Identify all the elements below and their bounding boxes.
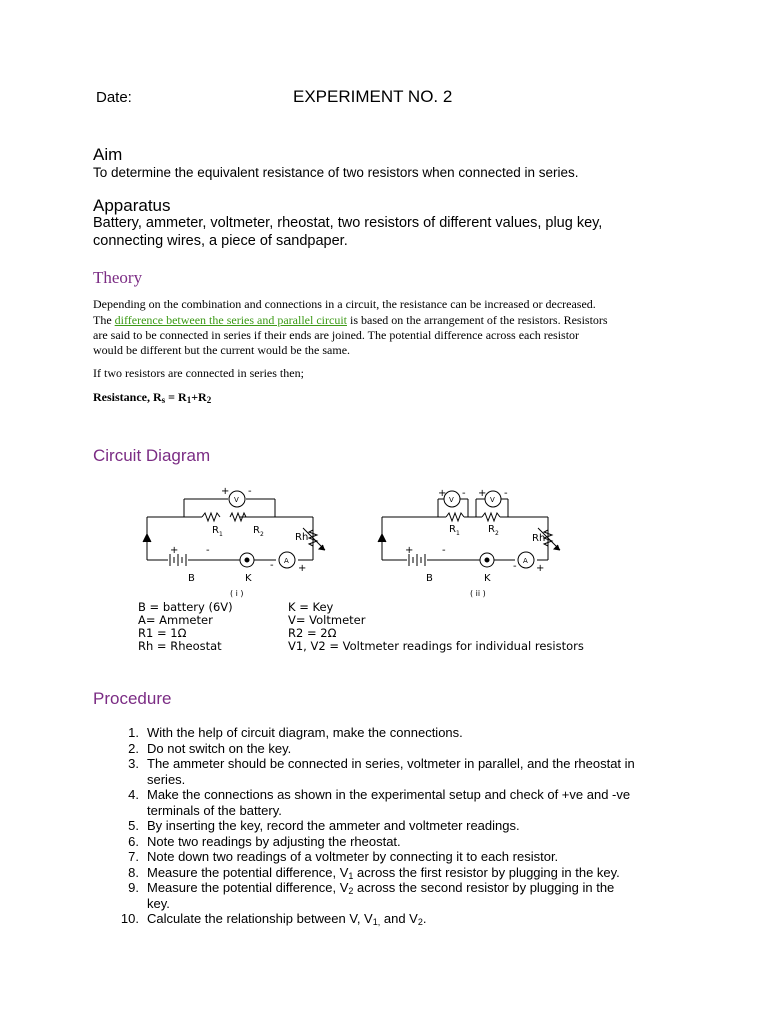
list-item (110, 787, 690, 818)
plus-sign: + (536, 563, 545, 574)
caption-i: ( i ) (230, 589, 244, 598)
step-text (139, 911, 690, 927)
formula-part: Resistance, R (93, 390, 162, 404)
step-sub: 1 (348, 870, 354, 881)
plus-sign: + (298, 563, 307, 574)
apparatus-line-1: Battery, ammeter, voltmeter, rheostat, two resistors of different values, plug key, (93, 215, 603, 231)
minus-sign: - (513, 561, 517, 572)
step-line: Make the connections as shown in the experimental setup and check of +ve and -ve (147, 787, 631, 802)
battery-label: B (426, 573, 433, 584)
minus-sign: - (270, 560, 274, 571)
theory-line-1: Depending on the combination and connections in a circuit, the resistance can be increased or decreased. (93, 297, 596, 311)
legend-r2: R2 = 2Ω (288, 626, 337, 640)
minus-sign: - (248, 486, 252, 497)
formula-part: +R (191, 390, 207, 404)
list-item (110, 725, 690, 741)
step-text: Note down two readings of a voltmeter by connecting it to each resistor. (147, 849, 559, 864)
experiment-title: EXPERIMENT NO. 2 (293, 87, 453, 106)
list-item (110, 741, 690, 757)
list-item (110, 849, 690, 865)
step-line: terminals of the battery. (147, 802, 282, 818)
step-text: Do not switch on the key. (147, 740, 292, 756)
step-part: across the second resistor by plugging in the (353, 880, 615, 895)
legend-v1v2: V1, V2 = Voltmeter readings for individual resistors (288, 639, 584, 653)
rheostat-label: Rh (295, 532, 309, 543)
step-part: and V (380, 911, 418, 926)
step-number: 7. (128, 849, 139, 864)
step-text (139, 756, 690, 787)
step-text: By inserting the key, record the ammeter and voltmeter readings. (147, 818, 520, 833)
key-label: K (484, 573, 491, 584)
formula-part: = R (165, 390, 187, 404)
step-sub: 1, (372, 917, 381, 927)
voltmeter-symbol: V (234, 496, 239, 504)
formula-sub: 2 (206, 395, 212, 405)
step-text (139, 787, 690, 818)
step-number: 4. (128, 787, 139, 802)
legend-battery: B = battery (6V) (138, 600, 233, 614)
list-item (110, 911, 690, 927)
step-number: 8. (128, 864, 139, 880)
minus-sign: - (462, 488, 466, 499)
step-part: Measure the potential difference, V (147, 880, 349, 895)
circuit-ii (378, 491, 560, 568)
minus-sign: - (442, 545, 446, 556)
circuit-diagram (130, 480, 600, 660)
plus-sign: + (405, 545, 414, 556)
step-part: . (422, 911, 427, 926)
r2-sub: 2 (495, 530, 499, 537)
theory-text: The (93, 313, 115, 327)
ammeter-symbol: A (284, 557, 289, 565)
plus-sign: + (438, 488, 447, 499)
key-label: K (245, 573, 252, 584)
step-line: series. (147, 771, 186, 787)
theory-line-5: If two resistors are connected in series then; (93, 366, 304, 380)
aim-heading: Aim (93, 145, 123, 164)
formula-sub: 1 (186, 395, 192, 405)
aim-text: To determine the equivalent resistance of two resistors when connected in series. (93, 165, 579, 180)
date-label: Date: (96, 89, 132, 106)
r1-sub: 1 (219, 531, 223, 538)
minus-sign: - (504, 488, 508, 499)
r2-label: R (488, 524, 495, 535)
list-item (110, 818, 690, 834)
caption-ii: ( ii ) (470, 589, 486, 598)
step-number: 6. (128, 833, 139, 849)
step-sub: 2 (348, 886, 354, 896)
step-part: Calculate the relationship between V, V (147, 911, 373, 926)
legend-r1: R1 = 1Ω (138, 626, 187, 640)
step-text: Note two readings by adjusting the rheostat. (147, 833, 401, 849)
minus-sign: - (206, 545, 210, 556)
list-item (110, 880, 690, 911)
theory-link[interactable]: difference between the series and parallel circuit (114, 313, 347, 327)
legend-rheostat: Rh = Rheostat (138, 639, 222, 653)
list-item (110, 834, 690, 850)
circuit-diagram-heading: Circuit Diagram (93, 446, 211, 465)
step-line: The ammeter should be connected in series, voltmeter in parallel, and the rheostat in (147, 756, 635, 771)
r1-label: R (449, 524, 456, 535)
step-line: key. (147, 895, 170, 911)
theory-line-3: are said to be connected in series if their ends are joined. The potential difference across each resistor (93, 328, 580, 342)
legend-voltmeter: V= Voltmeter (288, 613, 366, 627)
step-number: 9. (128, 880, 139, 895)
battery-label: B (188, 573, 195, 584)
step-text (139, 880, 690, 911)
voltmeter-symbol: V (449, 496, 454, 504)
ammeter-symbol: A (523, 557, 528, 565)
list-item (110, 756, 690, 787)
procedure-list (110, 725, 690, 927)
formula-sub: s (161, 395, 166, 405)
plus-sign: + (170, 545, 179, 556)
procedure-heading: Procedure (93, 689, 172, 708)
r1-sub: 1 (456, 530, 460, 537)
legend-key: K = Key (288, 600, 334, 614)
r2-sub: 2 (260, 531, 264, 538)
resistance-formula (93, 390, 211, 405)
rheostat-label: Rh (532, 533, 546, 544)
plus-sign: + (478, 488, 487, 499)
step-sub: 2 (417, 917, 423, 927)
theory-text: is based on the arrangement of the resistors. Resistors (346, 313, 608, 327)
r1-label: R (212, 525, 219, 536)
step-number: 1. (128, 725, 139, 740)
step-number: 2. (128, 740, 139, 756)
step-part: Measure the potential difference, V (147, 864, 349, 880)
list-item (110, 865, 690, 881)
theory-heading: Theory (93, 268, 143, 287)
legend-ammeter: A= Ammeter (138, 613, 213, 627)
plus-sign: + (221, 486, 230, 497)
apparatus-line-2: connecting wires, a piece of sandpaper. (93, 233, 348, 249)
apparatus-heading: Apparatus (93, 196, 171, 215)
step-part: across the first resistor by plugging in the key. (353, 864, 620, 880)
step-text (139, 865, 690, 881)
step-text: With the help of circuit diagram, make the connections. (147, 725, 463, 740)
voltmeter-symbol: V (490, 496, 495, 504)
theory-line-4: would be different but the current would be the same. (93, 343, 351, 357)
theory-line-2 (93, 313, 608, 328)
step-number: 3. (128, 756, 139, 771)
r2-label: R (253, 525, 260, 536)
step-number: 10. (120, 911, 139, 926)
step-number: 5. (128, 818, 139, 833)
